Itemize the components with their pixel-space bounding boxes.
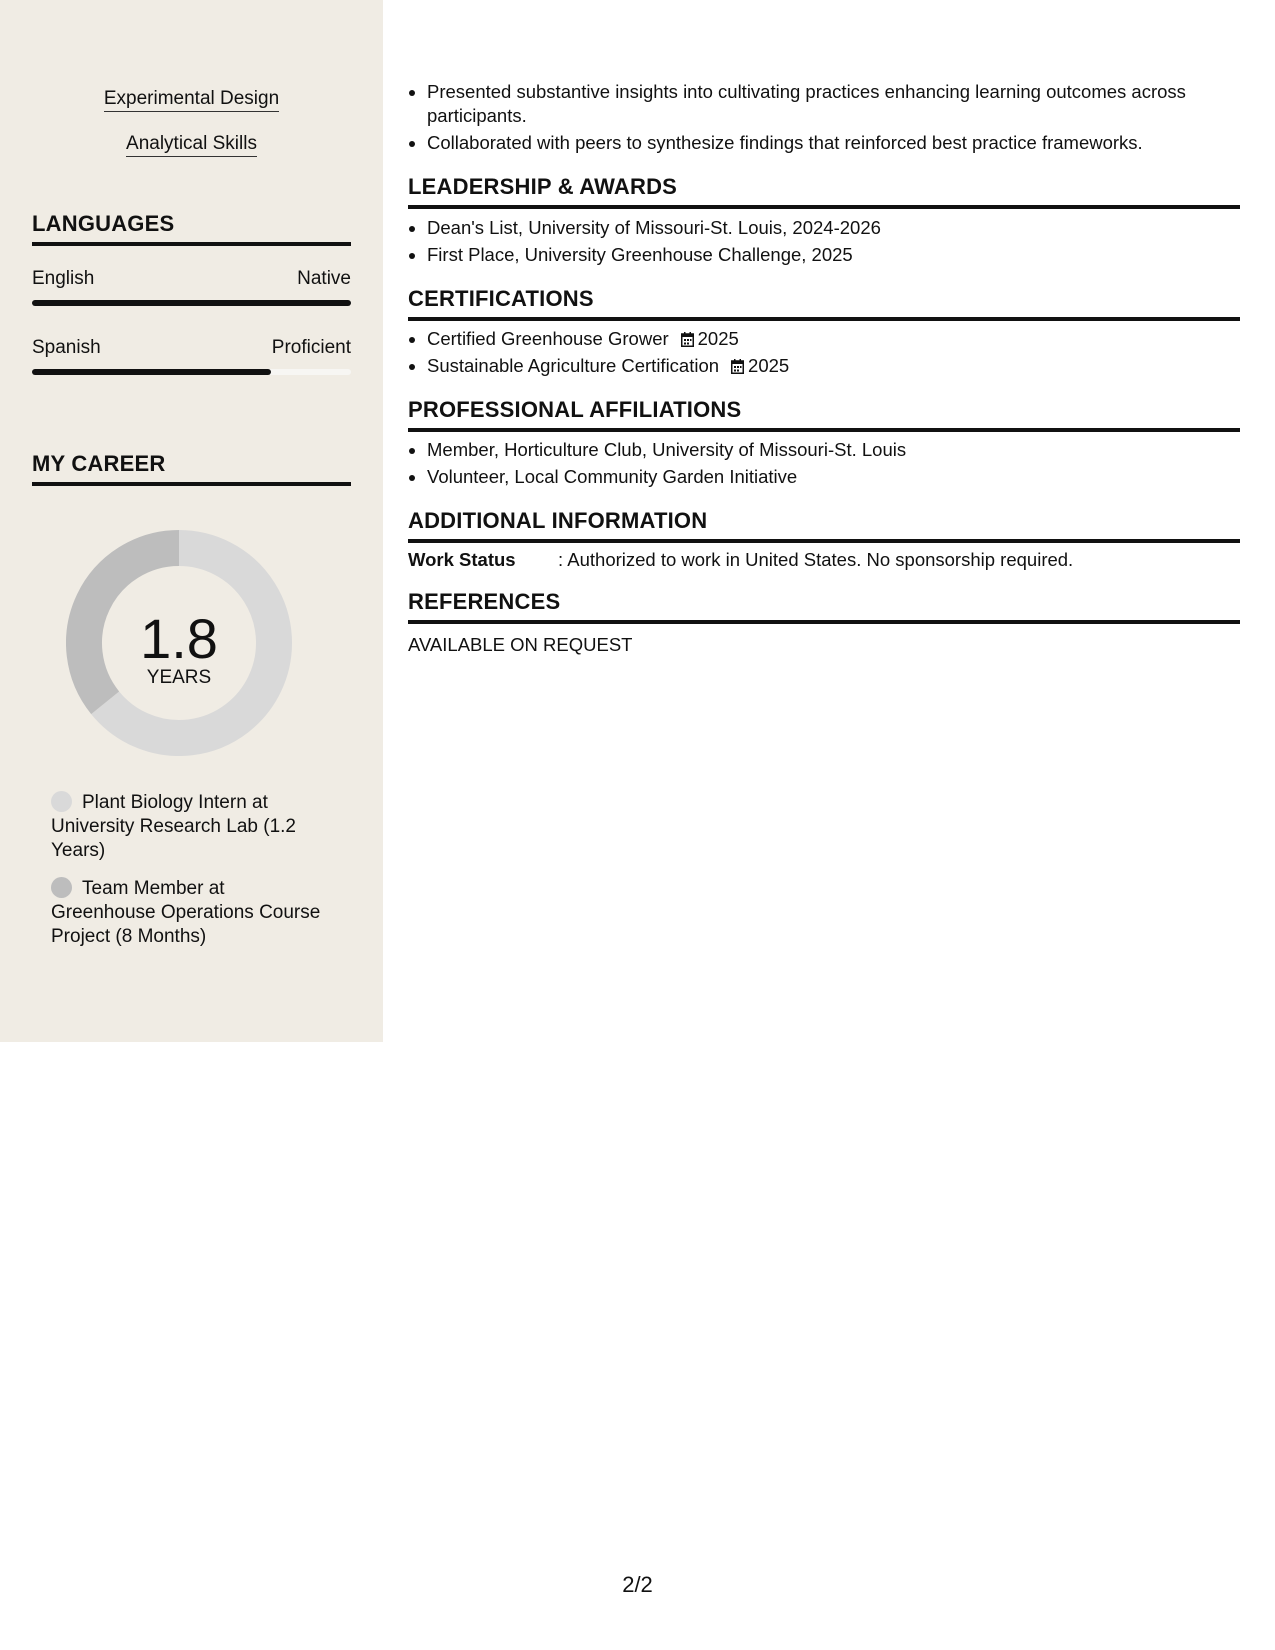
list-item: • First Place, University Greenhouse Challenge, 2025 bbox=[427, 243, 1259, 267]
career-item-text: Plant Biology Intern at University Research Lab (1.2 Years) bbox=[51, 792, 296, 861]
skill-label: Experimental Design bbox=[104, 88, 279, 112]
calendar-icon bbox=[731, 359, 744, 374]
skill-item bbox=[0, 88, 383, 110]
list-item: • Member, Horticulture Club, University of Missouri-St. Louis bbox=[427, 438, 1259, 462]
certification-name: Certified Greenhouse Grower bbox=[427, 328, 669, 349]
work-status-label: Work Status bbox=[408, 549, 516, 570]
list-item: • Collaborated with peers to synthesize findings that reinforced best practice frameworks. bbox=[427, 131, 1259, 155]
experience-bullets bbox=[408, 80, 1259, 158]
legend-dot-icon bbox=[51, 791, 72, 812]
certification-year: 2025 bbox=[748, 355, 790, 376]
career-total-value: 1.8 bbox=[140, 607, 218, 670]
skill-item bbox=[0, 133, 383, 155]
skill-label: Analytical Skills bbox=[126, 133, 257, 157]
sidebar bbox=[0, 0, 383, 1042]
list-item: • Dean's List, University of Missouri-St. Louis, 2024-2026 bbox=[427, 216, 1259, 240]
list-item bbox=[427, 354, 1259, 378]
affiliations-title: PROFESSIONAL AFFILIATIONS bbox=[408, 397, 1240, 432]
language-level: Native bbox=[297, 268, 351, 289]
additional-info-title: ADDITIONAL INFORMATION bbox=[408, 508, 1240, 543]
work-status-row bbox=[408, 549, 1240, 571]
career-legend-item bbox=[51, 877, 331, 949]
list-item: • Presented substantive insights into cultivating practices enhancing learning outcomes across participants. bbox=[427, 80, 1259, 128]
list-item: • Volunteer, Local Community Garden Initiative bbox=[427, 465, 1259, 489]
work-status-value: : Authorized to work in United States. No sponsorship required. bbox=[558, 549, 1074, 570]
references-text: AVAILABLE ON REQUEST bbox=[408, 634, 633, 655]
career-item-text: Team Member at Greenhouse Operations Course Project (8 Months) bbox=[51, 878, 321, 947]
calendar-icon bbox=[681, 332, 694, 347]
language-level: Proficient bbox=[271, 337, 351, 358]
affiliations-list bbox=[408, 438, 1259, 492]
career-total-unit: YEARS bbox=[146, 667, 212, 688]
certification-name: Sustainable Agriculture Certification bbox=[427, 355, 720, 376]
language-name: Spanish bbox=[32, 337, 101, 358]
references-title: REFERENCES bbox=[408, 589, 1240, 624]
career-legend-item bbox=[51, 791, 331, 863]
career-title: MY CAREER bbox=[32, 451, 351, 486]
language-row bbox=[32, 337, 351, 359]
career-donut-chart bbox=[66, 530, 292, 756]
certifications-list bbox=[408, 327, 1259, 381]
language-row bbox=[32, 268, 351, 290]
language-level-fill bbox=[32, 300, 351, 306]
certifications-title: CERTIFICATIONS bbox=[408, 286, 1240, 321]
language-name: English bbox=[32, 268, 95, 289]
language-level-bar bbox=[32, 369, 351, 375]
language-level-fill bbox=[32, 369, 271, 375]
leadership-title: LEADERSHIP & AWARDS bbox=[408, 174, 1240, 209]
list-item bbox=[427, 327, 1259, 351]
leadership-list bbox=[408, 216, 1259, 270]
page-number: 2/2 bbox=[622, 1572, 653, 1597]
certification-year: 2025 bbox=[697, 328, 739, 349]
languages-title: LANGUAGES bbox=[32, 211, 351, 246]
legend-dot-icon bbox=[51, 877, 72, 898]
language-level-bar bbox=[32, 300, 351, 306]
